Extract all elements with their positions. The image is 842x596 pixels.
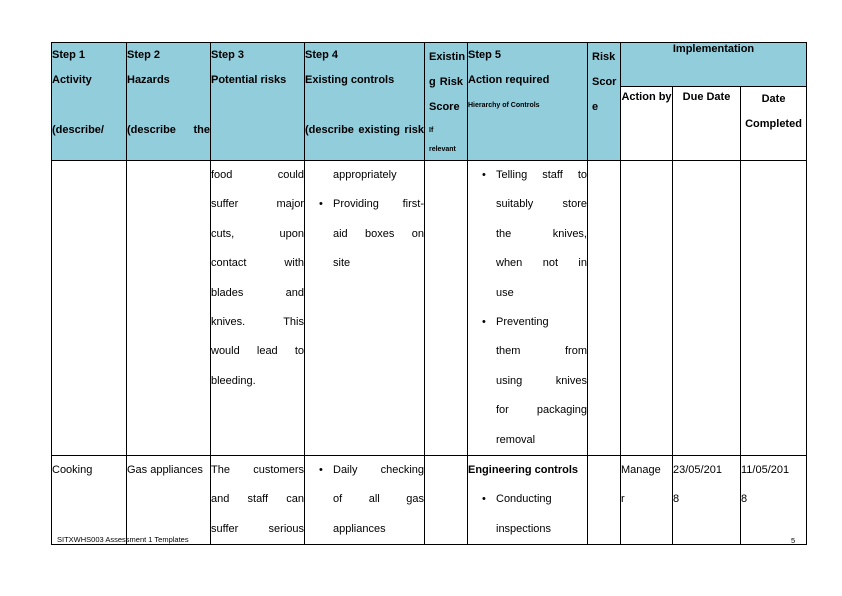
text-line: cuts, upon bbox=[211, 227, 304, 240]
step1-describe: (describe/ bbox=[52, 124, 104, 136]
header-step2 bbox=[127, 43, 211, 161]
text-line: Manage bbox=[621, 464, 661, 477]
text-line: food could bbox=[211, 169, 304, 181]
text-line: suitably store bbox=[496, 198, 587, 211]
row1-potential-risks bbox=[211, 161, 305, 456]
step4-title: Step 4 bbox=[305, 49, 339, 61]
row2-date-completed bbox=[741, 456, 807, 545]
row2-potential-risks bbox=[211, 456, 305, 545]
text-line: using knives bbox=[496, 374, 587, 387]
text-line: appliances bbox=[333, 522, 386, 535]
text-line: when not in bbox=[496, 257, 587, 270]
text-line: contact with bbox=[211, 257, 304, 270]
row1-activity bbox=[52, 161, 127, 456]
header-date-completed bbox=[741, 87, 807, 161]
text-line: • Providing first- bbox=[333, 198, 424, 211]
row2-action-required bbox=[468, 456, 588, 545]
text-line: 23/05/201 bbox=[673, 464, 722, 477]
header-risk-score bbox=[588, 43, 621, 161]
text-line: knives. This bbox=[211, 316, 304, 329]
header-due-date: Due Date bbox=[673, 87, 741, 161]
date-completed-line2: Completed bbox=[745, 118, 802, 131]
text-line: the knives, bbox=[496, 227, 587, 240]
header-step1 bbox=[52, 43, 127, 161]
text-line: use bbox=[496, 286, 514, 299]
risk-assessment-table bbox=[51, 42, 807, 545]
text-line: 8 bbox=[673, 493, 680, 506]
header-step4 bbox=[305, 43, 425, 161]
existing-score-l2: g Risk bbox=[429, 76, 463, 88]
text-line: suffer major bbox=[211, 198, 304, 211]
text-line: suffer serious bbox=[211, 522, 304, 535]
step3-title: Step 3 bbox=[211, 49, 245, 61]
step2-title: Step 2 bbox=[127, 49, 161, 61]
step5-title: Step 5 bbox=[468, 49, 502, 61]
table-row bbox=[52, 161, 807, 456]
table-row bbox=[52, 456, 807, 545]
header-step5 bbox=[468, 43, 588, 161]
step4-describe: (describe existing risk bbox=[305, 124, 424, 136]
row1-existing-score bbox=[425, 161, 468, 456]
step2-describe: (describe the bbox=[127, 124, 210, 136]
step3-potential-risks: Potential risks bbox=[211, 74, 287, 86]
list-item bbox=[319, 456, 424, 544]
header-action-by: Action by bbox=[621, 87, 673, 161]
risk-score-l1: Risk bbox=[592, 51, 616, 63]
text-line: • Preventing bbox=[496, 316, 549, 329]
footer-document-title: SITXWHS003 Assessment 1 Templates bbox=[57, 535, 189, 544]
text-line: for packaging bbox=[496, 404, 587, 417]
text-line: • Daily checking bbox=[333, 464, 424, 477]
row1-date-completed bbox=[741, 161, 807, 456]
text-line: inspections bbox=[496, 522, 552, 535]
row1-due-date bbox=[673, 161, 741, 456]
text-line: The customers bbox=[211, 464, 304, 477]
existing-score-l1: Existin bbox=[429, 51, 466, 63]
text-line: appropriately bbox=[333, 169, 397, 181]
text-line: and staff can bbox=[211, 493, 304, 506]
text-line: 8 bbox=[741, 493, 748, 506]
list-item bbox=[482, 161, 587, 308]
list-item bbox=[319, 190, 424, 278]
text-line: them from bbox=[496, 345, 587, 358]
list-item bbox=[482, 485, 585, 544]
row1-action-by bbox=[621, 161, 673, 456]
header-step3 bbox=[211, 43, 305, 161]
list-item bbox=[482, 308, 587, 455]
row2-activity: Cooking bbox=[52, 456, 127, 545]
existing-score-l4: If bbox=[429, 127, 434, 134]
text-line: 11/05/201 bbox=[741, 464, 790, 477]
text-line: r bbox=[621, 493, 625, 506]
row1-risk-score bbox=[588, 161, 621, 456]
row2-existing-controls bbox=[305, 456, 425, 545]
text-line: • Conducting bbox=[496, 493, 552, 506]
list-item bbox=[319, 161, 424, 190]
row2-existing-score bbox=[425, 456, 468, 545]
step2-hazards: Hazards bbox=[127, 74, 170, 86]
existing-score-l3: Score bbox=[429, 101, 460, 113]
text-line: blades and bbox=[211, 286, 304, 299]
text-line: site bbox=[333, 257, 351, 270]
text-line: • Telling staff to bbox=[496, 169, 587, 181]
step5-action-required: Action required bbox=[468, 74, 550, 86]
engineering-controls-heading: Engineering controls bbox=[468, 464, 579, 477]
footer-page-number: 5 bbox=[791, 536, 796, 545]
row2-hazard: Gas appliances bbox=[127, 456, 211, 545]
header-existing-risk-score bbox=[425, 43, 468, 161]
text-line: bleeding. bbox=[211, 374, 256, 387]
row1-action-required bbox=[468, 161, 588, 456]
date-completed-line1: Date bbox=[761, 93, 786, 106]
row2-action-by bbox=[621, 456, 673, 545]
row1-existing-controls bbox=[305, 161, 425, 456]
text-line: of all gas bbox=[333, 493, 424, 506]
row2-due-date bbox=[673, 456, 741, 545]
step4-existing-controls: Existing controls bbox=[305, 74, 395, 86]
risk-score-l2: Scor bbox=[592, 76, 617, 88]
step1-activity: Activity bbox=[52, 74, 92, 86]
header-implementation: Implementation bbox=[621, 43, 807, 87]
row2-risk-score bbox=[588, 456, 621, 545]
existing-score-l5: relevant bbox=[429, 146, 456, 153]
step1-title: Step 1 bbox=[52, 49, 86, 61]
text-line: aid boxes on bbox=[333, 227, 424, 240]
text-line: removal bbox=[496, 433, 536, 446]
step5-hierarchy: Hierarchy of Controls bbox=[468, 102, 540, 109]
text-line: would lead to bbox=[211, 345, 304, 358]
risk-score-l3: e bbox=[592, 101, 599, 113]
row1-hazard bbox=[127, 161, 211, 456]
